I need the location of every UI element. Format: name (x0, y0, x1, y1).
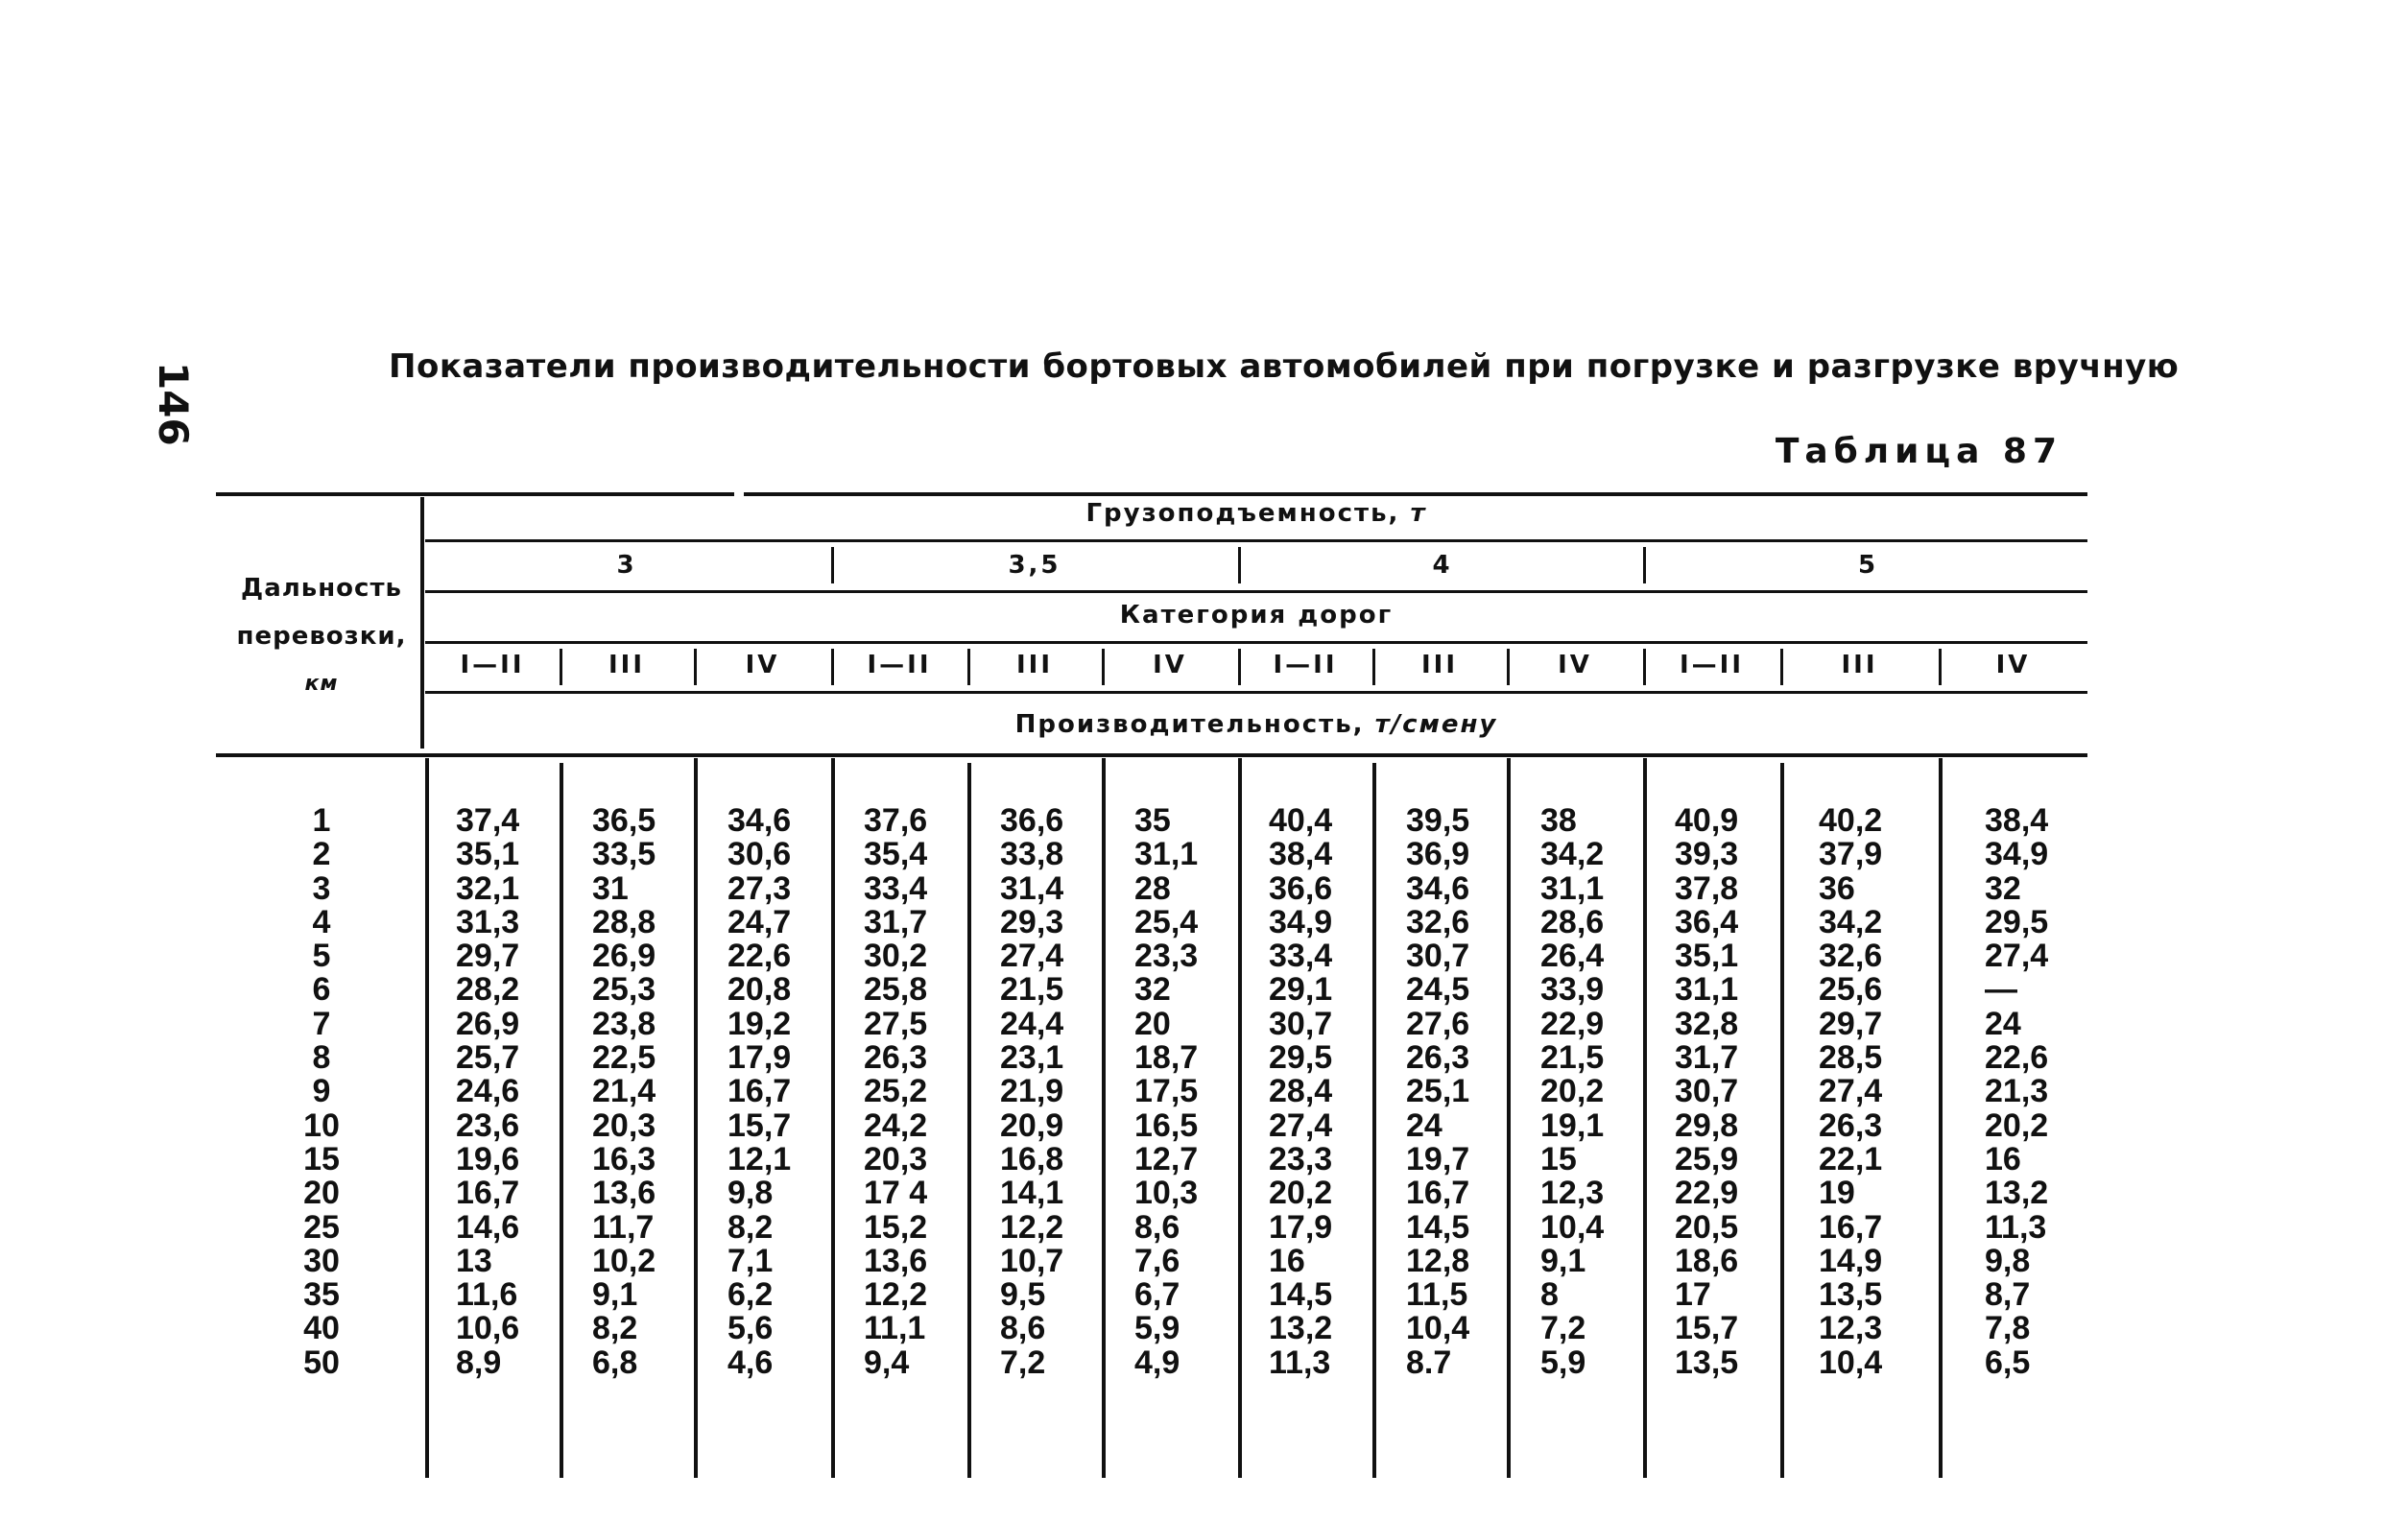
capacity-divider (1643, 547, 1646, 583)
productivity-cell: 21,4 (592, 1073, 656, 1110)
productivity-column (1985, 804, 2048, 1380)
productivity-cell: 9,8 (1985, 1242, 2031, 1279)
productivity-cell: 27,4 (1985, 938, 2049, 975)
productivity-cell: 32,6 (1406, 903, 1470, 940)
productivity-cell: 20,2 (1540, 1073, 1605, 1110)
productivity-cell: 39,5 (1406, 802, 1470, 839)
productivity-cell: 27,3 (727, 869, 792, 907)
body-column-divider (1507, 758, 1511, 1478)
productivity-cell: 15 (1540, 1140, 1577, 1177)
productivity-cell: 38 (1540, 802, 1577, 839)
productivity-cell: 37,6 (864, 802, 928, 839)
productivity-cell: 20,9 (1000, 1106, 1064, 1144)
road-category-cell: III (1015, 651, 1054, 679)
productivity-cell: 12,7 (1134, 1140, 1199, 1177)
distance-column (283, 804, 360, 1380)
productivity-cell: 8 (1540, 1276, 1559, 1314)
productivity-cell: 28,6 (1540, 903, 1605, 940)
productivity-cell: 9,1 (1540, 1242, 1586, 1279)
productivity-cell: 22,6 (1985, 1039, 2049, 1077)
productivity-cell: 36,6 (1269, 869, 1333, 907)
productivity-cell: 26,3 (864, 1039, 928, 1077)
productivity-cell: 11,7 (592, 1208, 655, 1246)
productivity-cell: 33,8 (1000, 836, 1064, 873)
productivity-cell: 36,9 (1406, 836, 1470, 873)
productivity-cell: 6,7 (1134, 1276, 1180, 1314)
road-category-header: Категория дорог (1119, 601, 1394, 630)
productivity-cell: 37,9 (1819, 836, 1883, 873)
body-column-divider (967, 763, 971, 1478)
productivity-cell: 23,1 (1000, 1039, 1064, 1077)
productivity-cell: 14,6 (456, 1208, 520, 1246)
productivity-cell: 28,5 (1819, 1039, 1883, 1077)
productivity-cell: 25,6 (1819, 971, 1883, 1009)
body-column-divider (694, 758, 698, 1478)
productivity-cell: 25,3 (592, 971, 656, 1009)
capacity-4: 4 (1432, 551, 1453, 580)
productivity-cell: 17 4 (864, 1175, 928, 1212)
productivity-cell: 29,8 (1675, 1106, 1739, 1144)
productivity-column (1675, 804, 1738, 1380)
productivity-cell: 18,6 (1675, 1242, 1739, 1279)
productivity-cell: 27,4 (1269, 1106, 1333, 1144)
productivity-cell: 13,5 (1819, 1276, 1883, 1314)
productivity-cell: 13,6 (864, 1242, 928, 1279)
road-category-cell: I—II (867, 651, 932, 679)
productivity-cell: 10,4 (1819, 1344, 1883, 1381)
productivity-cell: 25,4 (1134, 903, 1199, 940)
productivity-cell: 19,2 (727, 1005, 792, 1042)
capacity-3: 3 (616, 551, 637, 580)
productivity-cell: 29,5 (1985, 903, 2049, 940)
capacity-header (425, 499, 2087, 528)
road-category-cell: IV (1153, 651, 1187, 679)
productivity-cell: 31,1 (1675, 971, 1739, 1009)
page-number: 146 (150, 362, 197, 446)
productivity-cell: 32,8 (1675, 1005, 1739, 1042)
productivity-cell: 22,9 (1540, 1005, 1605, 1042)
productivity-cell: 22,9 (1675, 1175, 1739, 1212)
productivity-cell: 10,2 (592, 1242, 656, 1279)
productivity-cell: 34,9 (1985, 836, 2049, 873)
distance-value: 30 (303, 1242, 340, 1279)
productivity-cell: 25,1 (1406, 1073, 1470, 1110)
productivity-cell: 13,5 (1675, 1344, 1739, 1381)
distance-value: 25 (303, 1208, 340, 1246)
productivity-cell: 16,3 (592, 1140, 656, 1177)
productivity-cell: 20,5 (1675, 1208, 1739, 1246)
category-divider (831, 649, 834, 685)
productivity-cell: 34,6 (727, 802, 792, 839)
productivity-cell: 26,3 (1819, 1106, 1883, 1144)
productivity-cell: 22,5 (592, 1039, 656, 1077)
category-divider (1939, 649, 1942, 685)
road-category-cell: IV (1558, 651, 1592, 679)
stub-header-line2: перевозки, (236, 622, 407, 651)
productivity-cell: 31 (592, 869, 629, 907)
capacity-divider (1238, 547, 1241, 583)
productivity-cell: 34,6 (1406, 869, 1470, 907)
productivity-cell: 10,6 (456, 1310, 520, 1347)
productivity-cell: 27,5 (864, 1005, 928, 1042)
category-divider (1372, 649, 1375, 685)
productivity-cell: 29,5 (1269, 1039, 1333, 1077)
productivity-cell: 29,7 (1819, 1005, 1883, 1042)
productivity-cell: 19,7 (1406, 1140, 1470, 1177)
productivity-label: Производительность, (1014, 710, 1365, 739)
capacity-unit: т (1410, 499, 1427, 528)
productivity-cell: 10,3 (1134, 1175, 1199, 1212)
productivity-cell: 28,2 (456, 971, 520, 1009)
productivity-cell: 16 (1269, 1242, 1305, 1279)
productivity-cell: 36,4 (1675, 903, 1739, 940)
road-category-cell: I—II (460, 651, 525, 679)
productivity-cell: 7,6 (1134, 1242, 1180, 1279)
rule-below-categories (425, 691, 2087, 694)
productivity-cell: 20,2 (1269, 1175, 1333, 1212)
productivity-cell: 27,6 (1406, 1005, 1470, 1042)
productivity-cell: 14,5 (1406, 1208, 1470, 1246)
productivity-cell: 7,1 (727, 1242, 774, 1279)
productivity-cell: 14,9 (1819, 1242, 1883, 1279)
productivity-cell: 17,9 (727, 1039, 792, 1077)
productivity-cell: 32 (1134, 971, 1171, 1009)
productivity-cell: 8,9 (456, 1344, 502, 1381)
category-divider (1238, 649, 1241, 685)
productivity-cell: 11,6 (456, 1276, 518, 1314)
productivity-cell: 22,1 (1819, 1140, 1883, 1177)
capacity-label: Грузоподъемность, (1085, 499, 1400, 528)
distance-value: 35 (303, 1276, 340, 1314)
body-column-divider (1780, 763, 1784, 1478)
productivity-cell: 6,5 (1985, 1344, 2031, 1381)
rule-below-category-label (425, 641, 2087, 644)
road-category-cell: I—II (1273, 651, 1338, 679)
productivity-cell: 14,5 (1269, 1276, 1333, 1314)
productivity-cell: 17,5 (1134, 1073, 1199, 1110)
productivity-cell: 25,8 (864, 971, 928, 1009)
road-category-cell: IV (745, 651, 780, 679)
productivity-column (864, 804, 927, 1380)
productivity-cell: 25,2 (864, 1073, 928, 1110)
productivity-cell: 26,9 (592, 938, 656, 975)
productivity-cell: 20,2 (1985, 1106, 2049, 1144)
productivity-cell: 5,6 (727, 1310, 774, 1347)
productivity-cell: 24,2 (864, 1106, 928, 1144)
productivity-cell: 11,3 (1269, 1344, 1331, 1381)
productivity-cell: 23,6 (456, 1106, 520, 1144)
productivity-cell: 30,6 (727, 836, 792, 873)
distance-value: 15 (303, 1140, 340, 1177)
productivity-cell: 38,4 (1269, 836, 1333, 873)
productivity-cell: 9,5 (1000, 1276, 1046, 1314)
distance-value: 40 (303, 1310, 340, 1347)
body-column-divider (1372, 763, 1376, 1478)
productivity-cell: 12,2 (864, 1276, 928, 1314)
productivity-cell: 16,8 (1000, 1140, 1064, 1177)
category-divider (560, 649, 562, 685)
productivity-cell: 32 (1985, 869, 2021, 907)
body-column-divider (560, 763, 563, 1478)
productivity-cell: 30,7 (1269, 1005, 1333, 1042)
productivity-cell: 35,4 (864, 836, 928, 873)
productivity-cell: 4,9 (1134, 1344, 1180, 1381)
productivity-cell: 8,2 (727, 1208, 774, 1246)
productivity-header (425, 710, 2087, 739)
productivity-cell: 36,6 (1000, 802, 1064, 839)
productivity-cell: 24,6 (456, 1073, 520, 1110)
productivity-cell: 37,8 (1675, 869, 1739, 907)
distance-value: 8 (312, 1039, 331, 1077)
productivity-cell: 7,2 (1540, 1310, 1586, 1347)
productivity-cell: 33,5 (592, 836, 656, 873)
productivity-cell: 28 (1134, 869, 1171, 907)
capacity-divider (831, 547, 834, 583)
productivity-cell: 8,6 (1134, 1208, 1180, 1246)
productivity-cell: 11,5 (1406, 1276, 1468, 1314)
body-column-divider (831, 758, 835, 1478)
category-divider (1780, 649, 1783, 685)
productivity-cell: 23,3 (1269, 1140, 1333, 1177)
stub-header-unit: км (304, 672, 339, 696)
productivity-cell: 9,8 (727, 1175, 774, 1212)
distance-value: 50 (303, 1344, 340, 1381)
productivity-cell: 24,4 (1000, 1005, 1064, 1042)
capacity-3-5: 3,5 (1008, 551, 1061, 580)
road-category-cell: IV (1995, 651, 2031, 679)
productivity-cell: 16,7 (456, 1175, 520, 1212)
productivity-cell: 17 (1675, 1276, 1711, 1314)
productivity-cell: 30,2 (864, 938, 928, 975)
category-divider (1507, 649, 1510, 685)
rule-below-capacity-values (425, 590, 2087, 593)
stub-header-line1: Дальность (241, 574, 402, 603)
productivity-cell: 26,9 (456, 1005, 520, 1042)
productivity-cell: 32,1 (456, 869, 520, 907)
productivity-cell: 12,1 (727, 1140, 792, 1177)
productivity-cell: 20,3 (864, 1140, 928, 1177)
productivity-cell: 35 (1134, 802, 1171, 839)
productivity-cell: 16 (1985, 1140, 2021, 1177)
productivity-cell: 40,9 (1675, 802, 1739, 839)
productivity-cell: 34,2 (1540, 836, 1605, 873)
productivity-column (592, 804, 656, 1380)
distance-value: 7 (312, 1005, 331, 1042)
productivity-cell: 29,1 (1269, 971, 1333, 1009)
category-divider (694, 649, 697, 685)
rule-below-capacity (425, 539, 2087, 542)
productivity-cell: 8,6 (1000, 1310, 1046, 1347)
road-category-cell: III (608, 651, 646, 679)
productivity-cell: 23,8 (592, 1005, 656, 1042)
productivity-cell: 34,9 (1269, 903, 1333, 940)
productivity-cell: 24,7 (727, 903, 792, 940)
productivity-cell: 21,3 (1985, 1073, 2049, 1110)
table-label: Таблица 87 (1775, 432, 2062, 471)
productivity-cell: 15,2 (864, 1208, 928, 1246)
productivity-cell: 20,3 (592, 1106, 656, 1144)
productivity-cell: 16,5 (1134, 1106, 1199, 1144)
productivity-column (727, 804, 791, 1380)
productivity-cell: 16,7 (1819, 1208, 1883, 1246)
productivity-cell: 33,4 (864, 869, 928, 907)
productivity-cell: 8,2 (592, 1310, 638, 1347)
distance-value: 10 (303, 1106, 340, 1144)
productivity-cell: 6,8 (592, 1344, 638, 1381)
productivity-cell: 4,6 (727, 1344, 774, 1381)
productivity-column (1134, 804, 1198, 1380)
productivity-cell: 35,1 (456, 836, 520, 873)
productivity-cell: 12,8 (1406, 1242, 1470, 1279)
document-title: Показатели производительности бортовых автомобилей при погрузке и разгрузке вручную (389, 347, 2180, 386)
distance-value: 1 (312, 802, 331, 839)
productivity-cell: 16,7 (727, 1073, 792, 1110)
productivity-cell: 8,7 (1985, 1276, 2031, 1314)
productivity-cell: 13,2 (1269, 1310, 1333, 1347)
productivity-cell: 36 (1819, 869, 1855, 907)
productivity-cell: 10,7 (1000, 1242, 1064, 1279)
distance-value: 9 (312, 1073, 331, 1110)
productivity-cell: 26,3 (1406, 1039, 1470, 1077)
productivity-cell: 24 (1985, 1005, 2021, 1042)
productivity-cell: 25,9 (1675, 1140, 1739, 1177)
productivity-column (1000, 804, 1063, 1380)
productivity-cell: 22,6 (727, 938, 792, 975)
productivity-cell: 39,3 (1675, 836, 1739, 873)
productivity-cell: 9,1 (592, 1276, 638, 1314)
productivity-cell: 26,4 (1540, 938, 1605, 975)
productivity-cell: 36,5 (592, 802, 656, 839)
body-column-divider (1643, 758, 1647, 1478)
productivity-cell: 15,7 (727, 1106, 792, 1144)
productivity-cell: 16,7 (1406, 1175, 1470, 1212)
body-column-divider (1102, 758, 1106, 1478)
productivity-column (1269, 804, 1332, 1380)
productivity-cell: 33,9 (1540, 971, 1605, 1009)
body-column-divider (1238, 758, 1242, 1478)
top-rule-right (744, 492, 2087, 496)
productivity-cell: 12,3 (1540, 1175, 1605, 1212)
productivity-cell: 13,6 (592, 1175, 656, 1212)
productivity-cell: 10,4 (1540, 1208, 1605, 1246)
capacity-5: 5 (1857, 551, 1879, 580)
category-divider (1643, 649, 1646, 685)
distance-value: 3 (312, 869, 331, 907)
productivity-unit: т/смену (1374, 710, 1498, 739)
productivity-cell: 20,8 (727, 971, 792, 1009)
productivity-cell: 25,7 (456, 1039, 520, 1077)
productivity-cell: 15,7 (1675, 1310, 1739, 1347)
productivity-cell: 21,5 (1540, 1039, 1605, 1077)
productivity-cell: 11,3 (1985, 1208, 2047, 1246)
header-bottom-rule (216, 753, 2087, 757)
productivity-cell: 35,1 (1675, 938, 1739, 975)
distance-value: 2 (312, 836, 331, 873)
productivity-cell: 7,8 (1985, 1310, 2031, 1347)
productivity-cell: 33,4 (1269, 938, 1333, 975)
productivity-cell: 37,4 (456, 802, 520, 839)
productivity-cell: 8.7 (1406, 1344, 1452, 1381)
productivity-cell: 20 (1134, 1005, 1171, 1042)
productivity-cell: 19 (1819, 1175, 1855, 1212)
productivity-cell: 23,3 (1134, 938, 1199, 975)
productivity-cell: 34,2 (1819, 903, 1883, 940)
body-column-divider (1939, 758, 1943, 1478)
category-divider (967, 649, 970, 685)
productivity-cell: 12,3 (1819, 1310, 1883, 1347)
productivity-cell: 19,1 (1540, 1106, 1605, 1144)
top-rule-left (216, 492, 734, 496)
road-category-cell: III (1841, 651, 1878, 679)
productivity-column (1819, 804, 1882, 1380)
productivity-cell: 11,1 (864, 1310, 926, 1347)
road-category-cell: I—II (1679, 651, 1745, 679)
productivity-cell: 31,1 (1134, 836, 1199, 873)
productivity-cell: 13 (456, 1242, 492, 1279)
road-category-cell: III (1420, 651, 1459, 679)
productivity-cell: 21,9 (1000, 1073, 1064, 1110)
productivity-cell: 7,2 (1000, 1344, 1046, 1381)
productivity-cell: 21,5 (1000, 971, 1064, 1009)
productivity-cell: 31,4 (1000, 869, 1064, 907)
productivity-cell: 29,7 (456, 938, 520, 975)
productivity-cell: 5,9 (1540, 1344, 1586, 1381)
productivity-cell: 24 (1406, 1106, 1442, 1144)
productivity-cell: 29,3 (1000, 903, 1064, 940)
productivity-cell: 38,4 (1985, 802, 2049, 839)
distance-value: 20 (303, 1175, 340, 1212)
distance-value: 4 (312, 903, 331, 940)
productivity-cell: 19,6 (456, 1140, 520, 1177)
body-column-divider (425, 758, 429, 1478)
productivity-cell: — (1985, 971, 2017, 1009)
productivity-cell: 28,8 (592, 903, 656, 940)
productivity-cell: 28,4 (1269, 1073, 1333, 1110)
productivity-cell: 31,3 (456, 903, 520, 940)
productivity-cell: 18,7 (1134, 1039, 1199, 1077)
productivity-cell: 27,4 (1000, 938, 1064, 975)
productivity-cell: 17,9 (1269, 1208, 1333, 1246)
category-divider (1102, 649, 1105, 685)
productivity-cell: 31,7 (864, 903, 928, 940)
productivity-cell: 9,4 (864, 1344, 910, 1381)
productivity-cell: 40,2 (1819, 802, 1883, 839)
productivity-cell: 31,1 (1540, 869, 1605, 907)
distance-value: 5 (312, 938, 331, 975)
productivity-cell: 24,5 (1406, 971, 1470, 1009)
productivity-cell: 5,9 (1134, 1310, 1180, 1347)
productivity-column (456, 804, 519, 1380)
productivity-cell: 6,2 (727, 1276, 774, 1314)
productivity-cell: 14,1 (1000, 1175, 1064, 1212)
distance-value: 6 (312, 971, 331, 1009)
productivity-cell: 12,2 (1000, 1208, 1064, 1246)
productivity-cell: 13,2 (1985, 1175, 2049, 1212)
stub-header (216, 564, 427, 708)
productivity-cell: 30,7 (1406, 938, 1470, 975)
productivity-cell: 30,7 (1675, 1073, 1739, 1110)
productivity-column (1540, 804, 1604, 1380)
productivity-cell: 40,4 (1269, 802, 1333, 839)
productivity-cell: 10,4 (1406, 1310, 1470, 1347)
productivity-column (1406, 804, 1469, 1380)
productivity-cell: 32,6 (1819, 938, 1883, 975)
productivity-cell: 31,7 (1675, 1039, 1739, 1077)
productivity-cell: 27,4 (1819, 1073, 1883, 1110)
